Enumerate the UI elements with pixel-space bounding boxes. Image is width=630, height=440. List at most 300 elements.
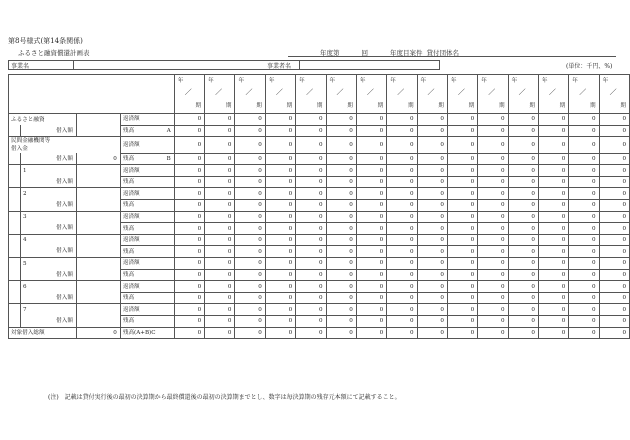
value-cell[interactable]: 0 — [174, 327, 204, 339]
value-cell[interactable]: 0 — [569, 211, 599, 223]
value-cell[interactable]: 0 — [508, 292, 538, 304]
value-cell[interactable]: 0 — [569, 234, 599, 246]
value-cell[interactable]: 0 — [417, 188, 447, 200]
value-cell[interactable]: 0 — [447, 327, 477, 339]
value-cell[interactable]: 0 — [538, 153, 568, 165]
value-cell[interactable]: 0 — [235, 258, 265, 270]
value-cell[interactable]: 0 — [569, 165, 599, 177]
value-cell[interactable]: 0 — [205, 304, 235, 316]
value-cell[interactable]: 0 — [538, 246, 568, 258]
value-cell[interactable]: 0 — [417, 304, 447, 316]
value-cell[interactable]: 0 — [538, 211, 568, 223]
value-cell[interactable]: 0 — [447, 200, 477, 212]
repayment-table — [8, 74, 630, 339]
value-cell[interactable]: 0 — [296, 153, 326, 165]
value-cell[interactable]: 0 — [417, 316, 447, 328]
operator-name-field[interactable] — [299, 61, 440, 69]
value-cell[interactable]: 0 — [478, 153, 508, 165]
value-cell[interactable]: 0 — [478, 165, 508, 177]
value-cell[interactable]: 0 — [235, 269, 265, 281]
value-cell[interactable]: 0 — [599, 269, 629, 281]
value-cell[interactable]: 0 — [569, 281, 599, 293]
value-cell[interactable]: 0 — [235, 188, 265, 200]
value-cell[interactable]: 0 — [356, 292, 386, 304]
value-cell[interactable]: 0 — [326, 223, 356, 235]
value-cell[interactable]: 0 — [538, 200, 568, 212]
value-cell[interactable]: 0 — [235, 292, 265, 304]
value-cell[interactable]: 0 — [508, 137, 538, 154]
value-cell[interactable]: 0 — [205, 281, 235, 293]
value-cell[interactable]: 0 — [447, 114, 477, 126]
value-cell[interactable]: 0 — [478, 234, 508, 246]
value-cell[interactable]: 0 — [387, 316, 417, 328]
value-cell[interactable]: 0 — [356, 246, 386, 258]
value-cell[interactable]: 0 — [478, 223, 508, 235]
value-cell[interactable]: 0 — [569, 258, 599, 270]
value-cell[interactable]: 0 — [508, 188, 538, 200]
value-cell[interactable]: 0 — [265, 246, 295, 258]
value-cell[interactable]: 0 — [296, 223, 326, 235]
value-cell[interactable]: 0 — [447, 281, 477, 293]
value-cell[interactable]: 0 — [296, 258, 326, 270]
value-cell[interactable]: 0 — [205, 125, 235, 137]
value-cell[interactable]: 0 — [417, 200, 447, 212]
value-cell[interactable]: 0 — [538, 137, 568, 154]
value-cell[interactable]: 0 — [326, 153, 356, 165]
value-cell[interactable]: 0 — [387, 176, 417, 188]
value-cell[interactable]: 0 — [326, 165, 356, 177]
value-cell[interactable]: 0 — [296, 114, 326, 126]
value-cell[interactable]: 0 — [174, 316, 204, 328]
value-cell[interactable]: 0 — [538, 292, 568, 304]
value-cell[interactable]: 0 — [326, 188, 356, 200]
value-cell[interactable]: 0 — [478, 114, 508, 126]
value-cell[interactable]: 0 — [508, 234, 538, 246]
value-cell[interactable]: 0 — [478, 304, 508, 316]
value-cell[interactable]: 0 — [508, 304, 538, 316]
value-cell[interactable]: 0 — [538, 327, 568, 339]
value-cell[interactable]: 0 — [538, 125, 568, 137]
value-cell[interactable]: 0 — [174, 269, 204, 281]
value-cell[interactable]: 0 — [296, 281, 326, 293]
value-cell[interactable]: 0 — [538, 188, 568, 200]
value-cell[interactable]: 0 — [417, 292, 447, 304]
value-cell[interactable]: 0 — [447, 223, 477, 235]
value-cell[interactable]: 0 — [538, 234, 568, 246]
value-cell[interactable]: 0 — [599, 200, 629, 212]
value-cell[interactable]: 0 — [599, 188, 629, 200]
value-cell[interactable]: 0 — [447, 211, 477, 223]
value-cell[interactable]: 0 — [296, 176, 326, 188]
value-cell[interactable]: 0 — [235, 246, 265, 258]
value-cell[interactable]: 0 — [569, 223, 599, 235]
value-cell[interactable]: 0 — [205, 114, 235, 126]
value-cell[interactable]: 0 — [478, 188, 508, 200]
value-cell[interactable]: 0 — [326, 125, 356, 137]
value-cell[interactable]: 0 — [387, 258, 417, 270]
value-cell[interactable]: 0 — [569, 176, 599, 188]
borrow-value: 0 — [76, 153, 120, 165]
value-cell[interactable]: 0 — [569, 114, 599, 126]
value-cell[interactable]: 0 — [326, 316, 356, 328]
value-cell[interactable]: 0 — [265, 316, 295, 328]
value-cell[interactable]: 0 — [296, 234, 326, 246]
value-cell[interactable]: 0 — [599, 223, 629, 235]
value-cell[interactable]: 0 — [205, 269, 235, 281]
year-period-header: 年 ／ 期 — [508, 75, 538, 114]
value-cell[interactable]: 0 — [387, 114, 417, 126]
value-cell[interactable]: 0 — [478, 246, 508, 258]
value-cell[interactable]: 0 — [417, 327, 447, 339]
sub-number: 4 — [20, 234, 76, 246]
value-cell[interactable]: 0 — [538, 223, 568, 235]
value-cell[interactable]: 0 — [508, 316, 538, 328]
value-cell[interactable]: 0 — [326, 258, 356, 270]
value-cell[interactable]: 0 — [447, 316, 477, 328]
value-cell[interactable]: 0 — [235, 176, 265, 188]
value-cell[interactable]: 0 — [599, 165, 629, 177]
value-cell[interactable]: 0 — [387, 165, 417, 177]
value-cell[interactable]: 0 — [508, 165, 538, 177]
value-cell[interactable]: 0 — [508, 176, 538, 188]
value-cell[interactable]: 0 — [447, 165, 477, 177]
value-cell[interactable]: 0 — [356, 114, 386, 126]
value-cell[interactable]: 0 — [387, 281, 417, 293]
value-cell[interactable]: 0 — [417, 258, 447, 270]
value-cell[interactable]: 0 — [569, 304, 599, 316]
value-cell[interactable]: 0 — [508, 269, 538, 281]
value-cell[interactable]: 0 — [387, 200, 417, 212]
value-cell[interactable]: 0 — [296, 304, 326, 316]
value-cell[interactable]: 0 — [508, 211, 538, 223]
value-cell[interactable]: 0 — [387, 223, 417, 235]
value-cell[interactable]: 0 — [235, 125, 265, 137]
value-cell[interactable]: 0 — [326, 246, 356, 258]
value-cell[interactable]: 0 — [235, 200, 265, 212]
value-cell[interactable]: 0 — [356, 281, 386, 293]
value-cell[interactable]: 0 — [417, 125, 447, 137]
value-cell[interactable]: 0 — [265, 223, 295, 235]
value-cell[interactable]: 0 — [265, 176, 295, 188]
project-name-field[interactable] — [73, 61, 264, 69]
value-cell[interactable]: 0 — [326, 200, 356, 212]
value-cell[interactable]: 0 — [296, 200, 326, 212]
value-cell[interactable]: 0 — [417, 114, 447, 126]
value-cell[interactable]: 0 — [296, 211, 326, 223]
value-cell[interactable]: 0 — [205, 153, 235, 165]
value-cell[interactable]: 0 — [417, 165, 447, 177]
value-cell[interactable]: 0 — [174, 211, 204, 223]
value-cell[interactable]: 0 — [356, 188, 386, 200]
value-cell[interactable]: 0 — [174, 258, 204, 270]
value-cell[interactable]: 0 — [174, 234, 204, 246]
value-cell[interactable]: 0 — [387, 304, 417, 316]
blank — [76, 292, 120, 304]
value-cell[interactable]: 0 — [569, 125, 599, 137]
value-cell[interactable]: 0 — [417, 176, 447, 188]
value-cell[interactable]: 0 — [296, 125, 326, 137]
value-cell[interactable]: 0 — [599, 316, 629, 328]
value-cell[interactable]: 0 — [174, 188, 204, 200]
value-cell[interactable]: 0 — [174, 153, 204, 165]
value-cell[interactable]: 0 — [447, 234, 477, 246]
value-cell[interactable]: 0 — [174, 137, 204, 154]
value-cell[interactable]: 0 — [417, 281, 447, 293]
value-cell[interactable]: 0 — [478, 211, 508, 223]
value-cell[interactable]: 0 — [296, 292, 326, 304]
value-cell[interactable]: 0 — [326, 327, 356, 339]
value-cell[interactable]: 0 — [417, 137, 447, 154]
value-cell[interactable]: 0 — [235, 327, 265, 339]
value-cell[interactable]: 0 — [478, 125, 508, 137]
value-cell[interactable]: 0 — [235, 316, 265, 328]
value-cell[interactable]: 0 — [205, 137, 235, 154]
value-cell[interactable]: 0 — [447, 137, 477, 154]
value-cell[interactable]: 0 — [538, 269, 568, 281]
value-cell[interactable]: 0 — [356, 211, 386, 223]
value-cell[interactable]: 0 — [478, 327, 508, 339]
value-cell[interactable]: 0 — [205, 223, 235, 235]
value-cell[interactable]: 0 — [356, 316, 386, 328]
value-cell[interactable]: 0 — [265, 200, 295, 212]
blank — [9, 304, 21, 327]
value-cell[interactable]: 0 — [599, 327, 629, 339]
value-cell[interactable]: 0 — [538, 165, 568, 177]
value-cell[interactable]: 0 — [235, 234, 265, 246]
value-cell[interactable]: 0 — [235, 137, 265, 154]
value-cell[interactable]: 0 — [569, 153, 599, 165]
value-cell[interactable]: 0 — [599, 137, 629, 154]
blank — [76, 211, 120, 223]
value-cell[interactable]: 0 — [235, 304, 265, 316]
value-cell[interactable]: 0 — [599, 153, 629, 165]
value-cell[interactable]: 0 — [265, 211, 295, 223]
value-cell[interactable]: 0 — [387, 125, 417, 137]
value-cell[interactable]: 0 — [174, 176, 204, 188]
value-cell[interactable]: 0 — [538, 316, 568, 328]
value-cell[interactable]: 0 — [538, 114, 568, 126]
value-cell[interactable]: 0 — [205, 246, 235, 258]
value-cell[interactable]: 0 — [599, 176, 629, 188]
fy-label-2: 回 — [361, 49, 368, 57]
value-cell[interactable]: 0 — [205, 292, 235, 304]
value-cell[interactable]: 0 — [417, 223, 447, 235]
value-cell[interactable]: 0 — [387, 137, 417, 154]
value-cell[interactable]: 0 — [174, 125, 204, 137]
value-cell[interactable]: 0 — [447, 269, 477, 281]
value-cell[interactable]: 0 — [235, 165, 265, 177]
value-cell[interactable]: 0 — [569, 246, 599, 258]
value-cell[interactable]: 0 — [296, 137, 326, 154]
value-cell[interactable]: 0 — [265, 114, 295, 126]
value-cell[interactable]: 0 — [265, 188, 295, 200]
value-cell[interactable]: 0 — [599, 281, 629, 293]
document-title: ふるさと融資償還計画表 — [18, 49, 90, 57]
value-cell[interactable]: 0 — [508, 246, 538, 258]
sub-number: 2 — [20, 188, 76, 200]
value-cell[interactable]: 0 — [235, 114, 265, 126]
value-cell[interactable]: 0 — [296, 246, 326, 258]
value-cell[interactable]: 0 — [478, 281, 508, 293]
value-cell[interactable]: 0 — [235, 281, 265, 293]
value-cell[interactable]: 0 — [205, 188, 235, 200]
value-cell[interactable]: 0 — [508, 200, 538, 212]
value-cell[interactable]: 0 — [265, 304, 295, 316]
value-cell[interactable]: 0 — [205, 316, 235, 328]
value-cell[interactable]: 0 — [174, 246, 204, 258]
value-cell[interactable]: 0 — [508, 223, 538, 235]
value-cell[interactable]: 0 — [174, 165, 204, 177]
value-cell[interactable]: 0 — [599, 246, 629, 258]
value-cell[interactable]: 0 — [478, 316, 508, 328]
value-cell[interactable]: 0 — [447, 246, 477, 258]
value-cell[interactable]: 0 — [326, 269, 356, 281]
value-cell[interactable]: 0 — [205, 200, 235, 212]
value-cell[interactable]: 0 — [356, 125, 386, 137]
value-cell[interactable]: 0 — [447, 188, 477, 200]
value-cell[interactable]: 0 — [265, 125, 295, 137]
value-cell[interactable]: 0 — [599, 211, 629, 223]
value-cell[interactable]: 0 — [205, 258, 235, 270]
value-cell[interactable]: 0 — [478, 258, 508, 270]
value-cell[interactable]: 0 — [387, 211, 417, 223]
value-cell[interactable]: 0 — [205, 165, 235, 177]
value-cell[interactable]: 0 — [265, 234, 295, 246]
value-cell[interactable]: 0 — [356, 223, 386, 235]
borrow-label: 借入額 — [20, 200, 76, 212]
value-cell[interactable]: 0 — [599, 304, 629, 316]
value-cell[interactable]: 0 — [447, 125, 477, 137]
value-cell[interactable]: 0 — [174, 223, 204, 235]
value-cell[interactable]: 0 — [205, 327, 235, 339]
value-cell[interactable]: 0 — [508, 114, 538, 126]
value-cell[interactable]: 0 — [326, 114, 356, 126]
value-cell[interactable]: 0 — [508, 125, 538, 137]
value-cell[interactable]: 0 — [356, 327, 386, 339]
value-cell[interactable]: 0 — [478, 137, 508, 154]
value-cell[interactable]: 0 — [174, 114, 204, 126]
value-cell[interactable]: 0 — [356, 304, 386, 316]
value-cell[interactable]: 0 — [356, 200, 386, 212]
value-cell[interactable]: 0 — [508, 153, 538, 165]
value-cell[interactable]: 0 — [387, 292, 417, 304]
value-cell[interactable]: 0 — [538, 258, 568, 270]
value-cell[interactable]: 0 — [326, 176, 356, 188]
value-cell[interactable]: 0 — [417, 269, 447, 281]
value-cell[interactable]: 0 — [417, 234, 447, 246]
value-cell[interactable]: 0 — [326, 281, 356, 293]
value-cell[interactable]: 0 — [417, 153, 447, 165]
value-cell[interactable]: 0 — [538, 176, 568, 188]
value-cell[interactable]: 0 — [447, 153, 477, 165]
value-cell[interactable]: 0 — [296, 316, 326, 328]
value-cell[interactable]: 0 — [205, 211, 235, 223]
value-cell[interactable]: 0 — [387, 234, 417, 246]
value-cell[interactable]: 0 — [599, 292, 629, 304]
value-cell[interactable]: 0 — [265, 269, 295, 281]
value-cell[interactable]: 0 — [265, 281, 295, 293]
value-cell[interactable]: 0 — [599, 258, 629, 270]
value-cell[interactable]: 0 — [356, 153, 386, 165]
value-cell[interactable]: 0 — [417, 211, 447, 223]
year-period-header: 年 ／ 期 — [447, 75, 477, 114]
value-cell[interactable]: 0 — [326, 304, 356, 316]
value-cell[interactable]: 0 — [569, 137, 599, 154]
value-cell[interactable]: 0 — [174, 200, 204, 212]
value-cell[interactable]: 0 — [417, 246, 447, 258]
value-cell[interactable]: 0 — [387, 327, 417, 339]
value-cell[interactable]: 0 — [174, 304, 204, 316]
value-cell[interactable]: 0 — [296, 165, 326, 177]
value-cell[interactable]: 0 — [356, 269, 386, 281]
value-cell[interactable]: 0 — [326, 137, 356, 154]
value-cell[interactable]: 0 — [235, 223, 265, 235]
value-cell[interactable]: 0 — [265, 153, 295, 165]
value-cell[interactable]: 0 — [569, 269, 599, 281]
value-cell[interactable]: 0 — [599, 234, 629, 246]
value-cell[interactable]: 0 — [447, 292, 477, 304]
value-cell[interactable]: 0 — [508, 258, 538, 270]
value-cell[interactable]: 0 — [356, 258, 386, 270]
value-cell[interactable]: 0 — [205, 176, 235, 188]
value-cell[interactable]: 0 — [265, 292, 295, 304]
value-cell[interactable]: 0 — [235, 153, 265, 165]
value-cell[interactable]: 0 — [296, 327, 326, 339]
value-cell[interactable]: 0 — [174, 292, 204, 304]
value-cell[interactable]: 0 — [569, 188, 599, 200]
value-cell[interactable]: 0 — [265, 165, 295, 177]
value-cell[interactable]: 0 — [205, 234, 235, 246]
value-cell[interactable]: 0 — [326, 234, 356, 246]
value-cell[interactable]: 0 — [569, 316, 599, 328]
value-cell[interactable]: 0 — [174, 281, 204, 293]
value-cell[interactable]: 0 — [508, 281, 538, 293]
value-cell[interactable]: 0 — [326, 292, 356, 304]
repay-label: 返済額 — [120, 188, 174, 200]
value-cell[interactable]: 0 — [265, 137, 295, 154]
value-cell[interactable]: 0 — [447, 258, 477, 270]
value-cell[interactable]: 0 — [235, 211, 265, 223]
value-cell[interactable]: 0 — [569, 292, 599, 304]
value-cell[interactable]: 0 — [265, 258, 295, 270]
value-cell[interactable]: 0 — [387, 246, 417, 258]
value-cell[interactable]: 0 — [356, 234, 386, 246]
value-cell[interactable]: 0 — [569, 200, 599, 212]
value-cell[interactable]: 0 — [387, 188, 417, 200]
value-cell[interactable]: 0 — [538, 304, 568, 316]
value-cell[interactable]: 0 — [508, 327, 538, 339]
value-cell[interactable]: 0 — [447, 176, 477, 188]
value-cell[interactable]: 0 — [538, 281, 568, 293]
value-cell[interactable]: 0 — [387, 269, 417, 281]
value-cell[interactable]: 0 — [387, 153, 417, 165]
value-cell[interactable]: 0 — [599, 125, 629, 137]
value-cell[interactable]: 0 — [478, 292, 508, 304]
value-cell[interactable]: 0 — [478, 269, 508, 281]
value-cell[interactable]: 0 — [356, 165, 386, 177]
value-cell[interactable]: 0 — [326, 211, 356, 223]
value-cell[interactable]: 0 — [599, 114, 629, 126]
value-cell[interactable]: 0 — [478, 176, 508, 188]
value-cell[interactable]: 0 — [569, 327, 599, 339]
value-cell[interactable]: 0 — [296, 188, 326, 200]
value-cell[interactable]: 0 — [478, 200, 508, 212]
value-cell[interactable]: 0 — [356, 137, 386, 154]
value-cell[interactable]: 0 — [356, 176, 386, 188]
value-cell[interactable]: 0 — [296, 269, 326, 281]
value-cell[interactable]: 0 — [447, 304, 477, 316]
value-cell[interactable]: 0 — [265, 327, 295, 339]
